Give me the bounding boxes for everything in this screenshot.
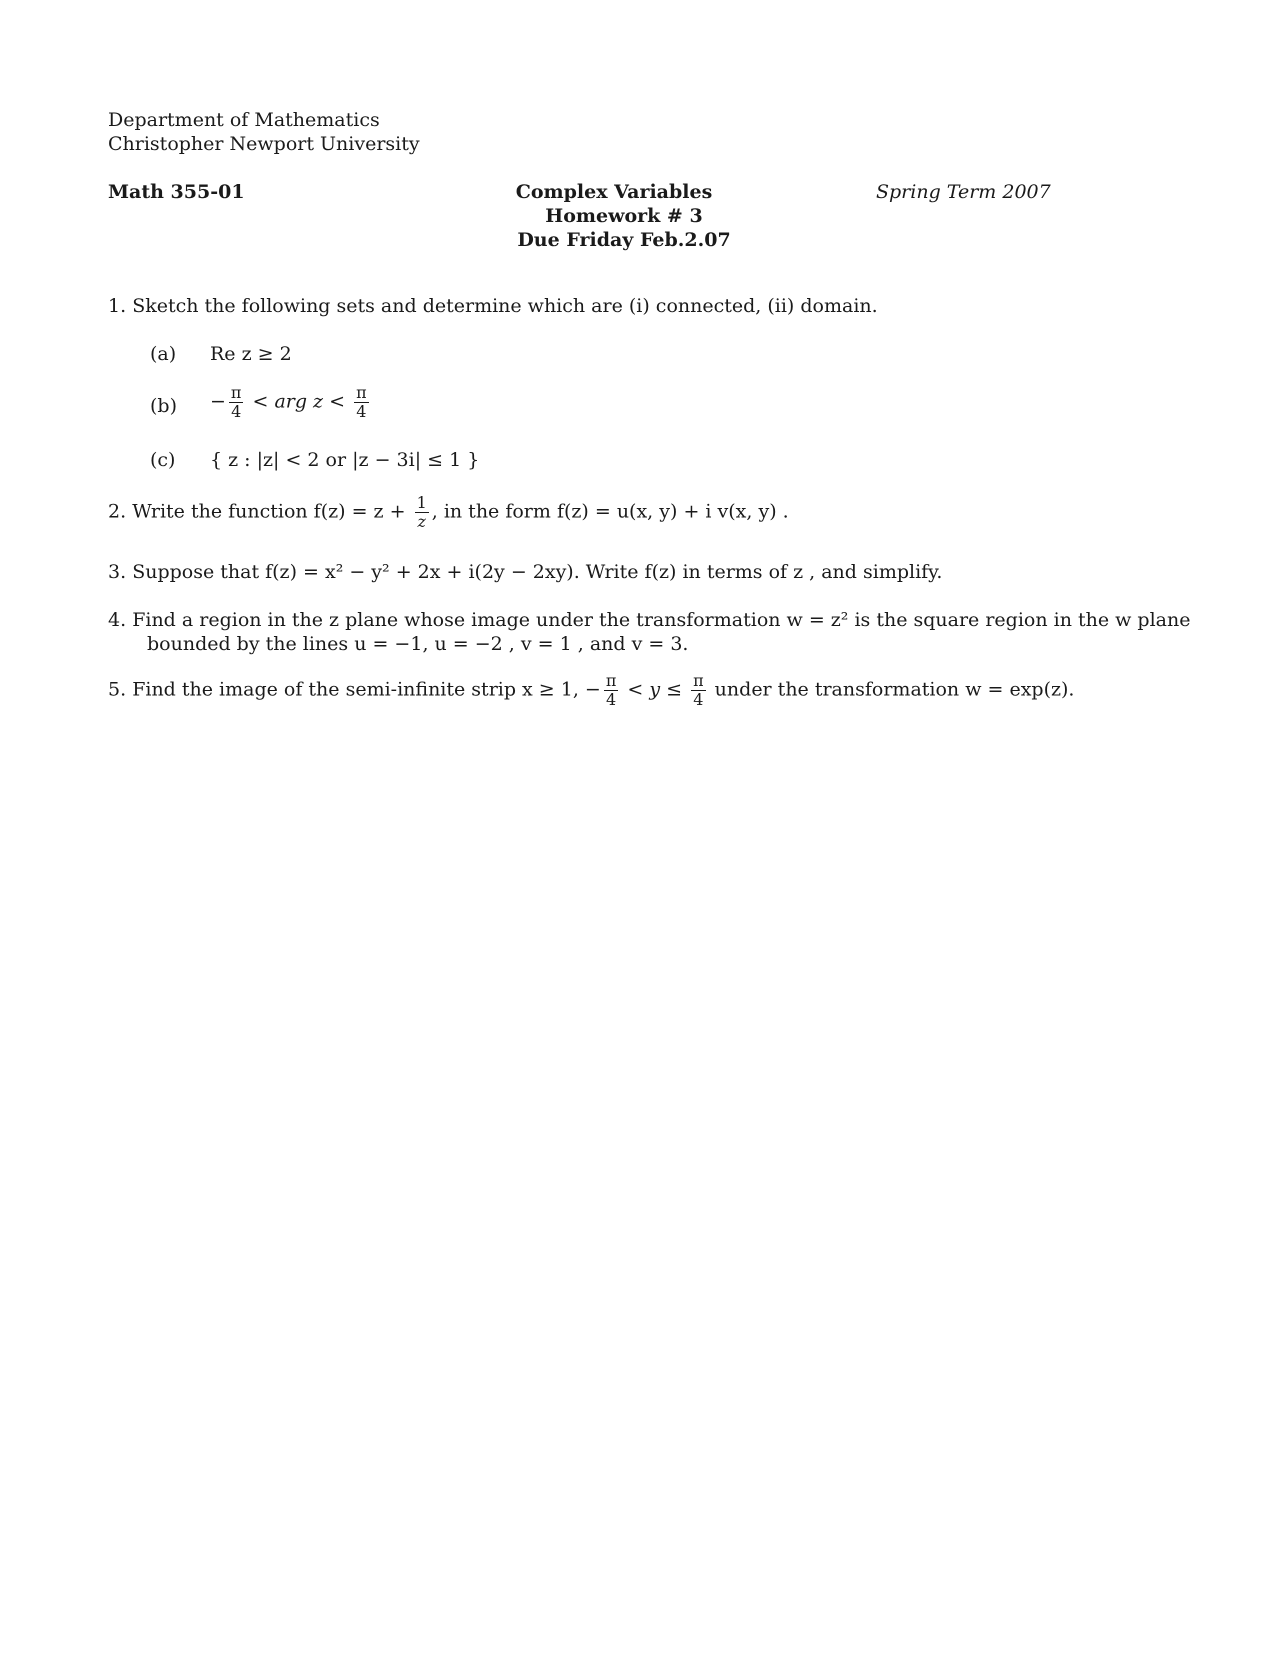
problem-5-mid: < y ≤ <box>627 678 683 701</box>
one-over-z: $\frac{1}{z}$ <box>416 493 427 531</box>
problem-4 <box>108 608 1190 632</box>
problem-1c-label: (c) <box>150 449 176 471</box>
arg-inequality: < arg z < <box>252 390 346 413</box>
pi-over-4-lower: $\frac{\pi}{4}$ <box>605 671 617 709</box>
pi-over-4-left: $\frac{\pi}{4}$ <box>230 383 242 421</box>
problem-1-text: Sketch the following sets and determine which are (i) connected, (ii) domain. <box>132 295 878 317</box>
department-name: Department of Mathematics <box>108 109 380 131</box>
problem-3-text: Suppose that f(z) = x² − y² + 2x + i(2y − 2xy). Write f(z) in terms of z , and simplify. <box>132 561 943 583</box>
pi-over-4-upper: $\frac{\pi}{4}$ <box>693 671 704 709</box>
problem-2 <box>108 494 789 531</box>
problem-3-number: 3. <box>108 561 127 583</box>
term: Spring Term 2007 <box>876 181 1051 203</box>
problem-1c-expr: { z : |z| < 2 or |z − 3i| ≤ 1 } <box>210 449 480 471</box>
problem-1 <box>108 294 878 318</box>
problem-4-number: 4. <box>108 609 127 631</box>
homework-number: Homework # 3 <box>545 205 703 227</box>
course-number: Math 355-01 <box>108 181 245 203</box>
problem-1b-label: (b) <box>150 395 177 417</box>
problem-5 <box>108 672 1074 709</box>
course-title: Complex Variables <box>515 181 713 203</box>
problem-1-number: 1. <box>108 295 127 317</box>
problem-1a-label: (a) <box>150 343 177 365</box>
problem-4-line-2: bounded by the lines u = −1, u = −2 , v = 1 , and v = 3. <box>147 633 689 655</box>
pi-over-4-right: $\frac{\pi}{4}$ <box>356 383 367 421</box>
problem-1b-expr <box>210 384 372 421</box>
minus-sign: − <box>210 390 226 413</box>
due-date: Due Friday Feb.2.07 <box>517 229 731 251</box>
university-name: Christopher Newport University <box>108 133 420 155</box>
problem-5-number: 5. <box>108 678 127 701</box>
problem-5-post: under the transformation w = exp(z). <box>708 678 1075 701</box>
problem-2-number: 2. <box>108 500 127 523</box>
problem-4-line-1: Find a region in the z plane whose image under the transformation w = z² is the square region in the w plane <box>132 609 1191 631</box>
problem-2-post: , in the form f(z) = u(x, y) + i v(x, y) . <box>431 500 789 523</box>
problem-2-pre: Write the function f(z) = z + <box>132 500 406 523</box>
problem-1a-expr: Re z ≥ 2 <box>210 343 292 365</box>
problem-5-pre: Find the image of the semi-infinite strip x ≥ 1, − <box>132 678 601 701</box>
problem-3 <box>108 560 942 584</box>
